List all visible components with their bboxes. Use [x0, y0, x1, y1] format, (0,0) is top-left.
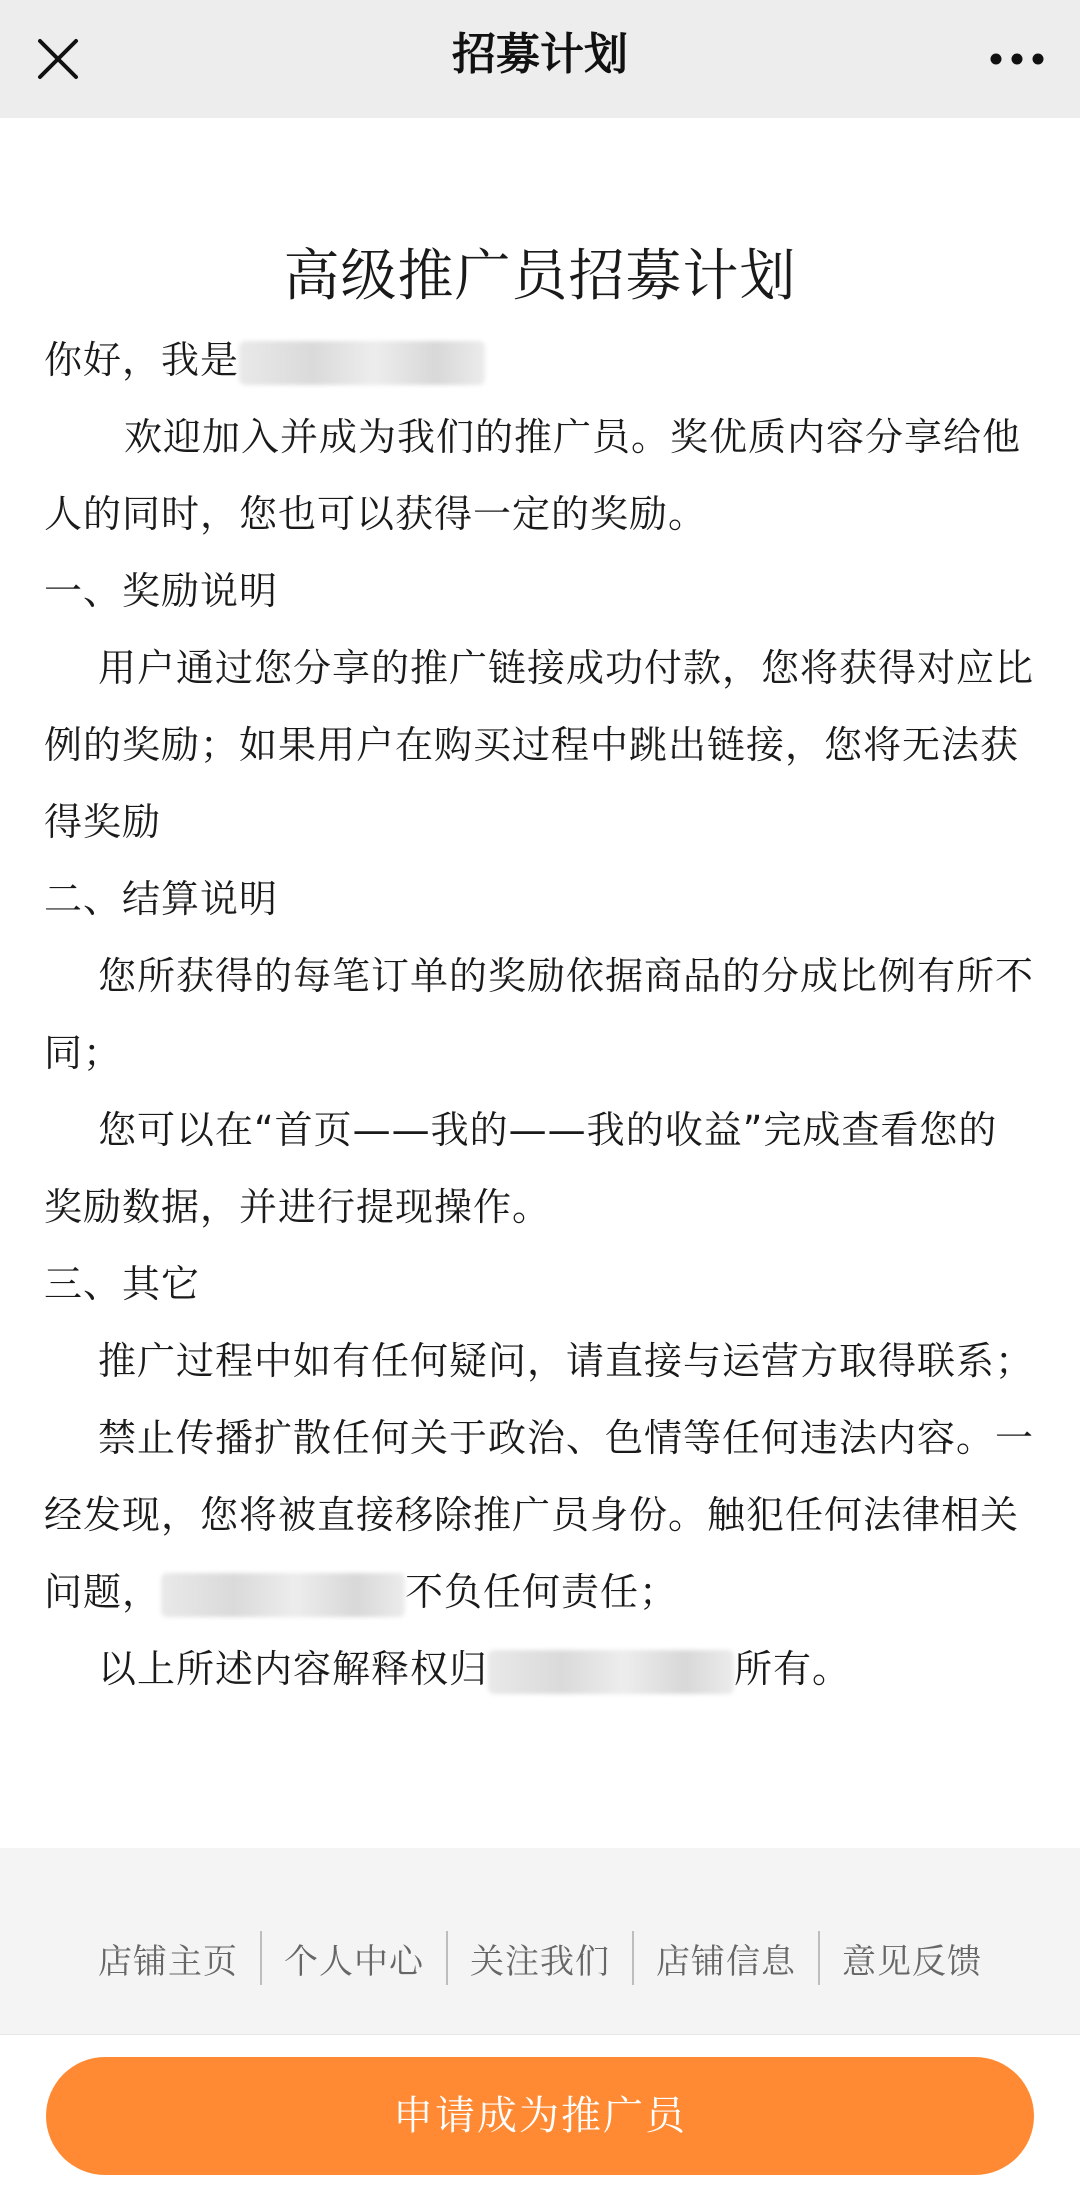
- rewards-paragraph: 用户通过您分享的推广链接成功付款，您将获得对应比例的奖励；如果用户在购买过程中跳出链接，您将无法获得奖励: [44, 646, 1035, 844]
- section-heading-rewards: 一、奖励说明: [44, 569, 279, 613]
- more-button[interactable]: [972, 19, 1062, 99]
- section-heading-settlement: 二、结算说明: [44, 877, 279, 921]
- other-paragraph-3-tail: 所有。: [734, 1647, 852, 1691]
- welcome-paragraph: 欢迎加入并成为我们的推广员。奖优质内容分享给他人的同时，您也可以获得一定的奖励。: [44, 415, 1022, 536]
- section-heading-other: 三、其它: [44, 1262, 201, 1306]
- redacted-name: [239, 341, 485, 385]
- more-icon: [989, 52, 1045, 66]
- footer-link-feedback[interactable]: 意见反馈: [842, 1941, 982, 1982]
- apply-promoter-button[interactable]: 申请成为推广员: [46, 2057, 1034, 2175]
- footer-link-personal-center[interactable]: 个人中心: [284, 1941, 424, 1982]
- footer-link-shop-home[interactable]: 店铺主页: [98, 1941, 238, 1982]
- redacted-owner: [488, 1650, 734, 1694]
- footer-link-shop-info[interactable]: 店铺信息: [656, 1941, 796, 1982]
- footer-link-follow-us[interactable]: 关注我们: [470, 1941, 610, 1982]
- other-paragraph-2: [44, 1400, 1036, 1631]
- greeting-text: 你好，我是: [44, 338, 240, 382]
- page-title: 招募计划: [452, 29, 628, 80]
- other-paragraph-1: 推广过程中如有任何疑问，请直接与运营方取得联系；: [98, 1339, 1035, 1383]
- article-content: [44, 118, 1036, 1708]
- redacted-company: [161, 1573, 405, 1617]
- other-paragraph-2-text: 禁止传播扩散任何关于政治、色情等任何违法内容。一经发现，您将被直接移除推广员身份。触犯任何法律相关问题，: [44, 1416, 1035, 1614]
- greeting-line: [44, 322, 1036, 399]
- footer: [0, 1848, 1080, 2034]
- top-nav-bar: [0, 0, 1080, 118]
- other-paragraph-3-text: 以上所述内容解释权归: [98, 1647, 489, 1691]
- other-paragraph-2-tail: 不负任何责任；: [405, 1570, 679, 1614]
- settlement-paragraph-2: 您可以在“首页——我的——我的收益”完成查看您的奖励数据，并进行提现操作。: [44, 1108, 998, 1229]
- bottom-action-bar: [0, 2034, 1080, 2190]
- other-paragraph-3: [44, 1631, 1036, 1708]
- footer-links: [0, 1928, 1080, 1988]
- article-title: 高级推广员招募计划: [283, 244, 797, 309]
- settlement-paragraph-1: 您所获得的每笔订单的奖励依据商品的分成比例有所不同；: [44, 954, 1035, 1075]
